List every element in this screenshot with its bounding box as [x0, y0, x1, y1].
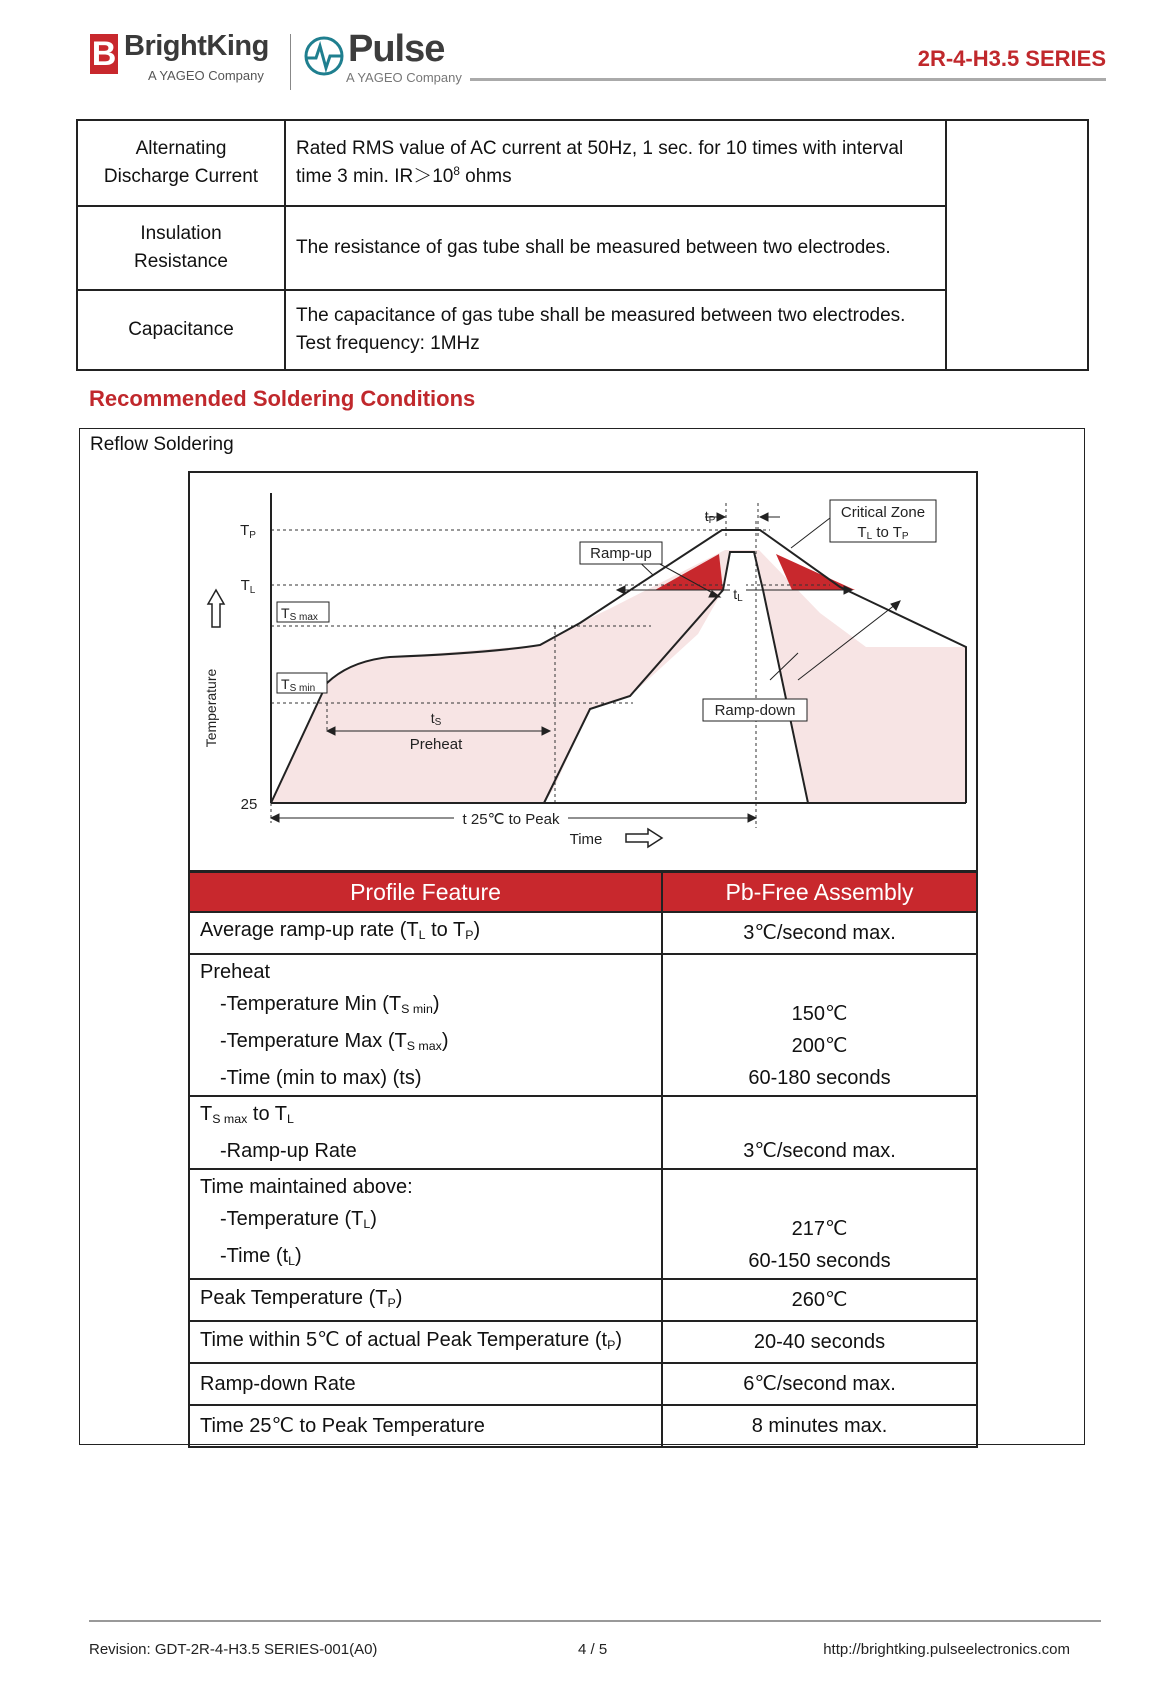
- footer-rule: [89, 1620, 1101, 1622]
- header-profile-feature: Profile Feature: [189, 872, 662, 912]
- table-row: [189, 1096, 977, 1169]
- reflow-profile-svg: [190, 473, 976, 870]
- section-title: Recommended Soldering Conditions: [89, 386, 476, 411]
- table-row: [77, 290, 1088, 370]
- footer-page-number: 4 / 5: [578, 1641, 608, 1658]
- brightking-subtitle: A YAGEO Company: [148, 68, 264, 83]
- value-cell: 3℃/second max.: [662, 912, 977, 954]
- ts-label: tS: [430, 710, 442, 728]
- footer-url[interactable]: http://brightking.pulseelectronics.com: [823, 1641, 1070, 1658]
- x-axis-label: Time: [569, 831, 603, 848]
- table-cell-item: Capacitance: [77, 290, 285, 370]
- value-cell: 3℃/second max.: [662, 1096, 977, 1169]
- temperature-arrow-icon: [208, 590, 224, 627]
- feature-cell: Time within 5℃ of actual Peak Temperature $(t_P)$: [189, 1321, 662, 1363]
- table-row: [189, 1279, 977, 1321]
- tl-tick-label: $T_L$: [240, 577, 256, 596]
- value-cell: 150℃ 200℃ 60-180 seconds: [662, 954, 977, 1096]
- ts-max-label: TS max: [281, 605, 318, 623]
- profile-feature-table: [188, 871, 978, 1448]
- value-cell: 8 minutes max.: [662, 1405, 977, 1447]
- base-tick-label: 25: [240, 796, 258, 813]
- feature-cell: Preheat -Temperature Min $(T_{S min})$ -Temperature Max $(T_{S max})$ -Time (min to max) (ts): [189, 954, 662, 1096]
- table-cell-description: The resistance of gas tube shall be measured between two electrodes.: [285, 206, 946, 290]
- critical-zone-range-label: TL to TP: [857, 524, 909, 542]
- feature-cell: Time 25℃ to Peak Temperature: [189, 1405, 662, 1447]
- table-row: [77, 206, 1088, 290]
- reflow-soldering-label: Reflow Soldering: [90, 434, 234, 455]
- header-separator: [290, 34, 291, 90]
- table-header-row: [189, 872, 977, 912]
- time-arrow-icon: [626, 829, 662, 847]
- feature-cell: Time maintained above: -Temperature $(T_L)$ -Time $(t_L)$: [189, 1169, 662, 1279]
- table-row: [189, 1405, 977, 1447]
- value-cell: 217℃ 60-150 seconds: [662, 1169, 977, 1279]
- brightking-mark-icon: B: [91, 35, 117, 73]
- table-cell-description: Rated RMS value of AC current at 50Hz, 1 sec. for 10 times with interval time 3 min. $IR>10^8$ ohms: [285, 120, 946, 206]
- feature-cell: Ramp-down Rate: [189, 1363, 662, 1405]
- tp-tick-label: $T_P$: [240, 522, 256, 541]
- table-row: [189, 1363, 977, 1405]
- y-axis-label: Temperature: [203, 668, 219, 748]
- pulse-name: Pulse: [348, 28, 445, 70]
- pulse-subtitle: A YAGEO Company: [346, 70, 462, 85]
- series-title: 2R-4-H3.5 SERIES: [917, 46, 1106, 71]
- critical-zone-label: Critical Zone: [840, 504, 926, 521]
- ramp-up-label: Ramp-up: [590, 545, 652, 562]
- tp-small-label: tP: [704, 508, 716, 526]
- pulse-logo: [302, 28, 462, 85]
- table-row: [77, 120, 1088, 206]
- feature-cell: Average ramp-up rate ($T_L$ to $T_P$): [189, 912, 662, 954]
- value-cell: 20-40 seconds: [662, 1321, 977, 1363]
- reflow-profile-diagram: [188, 471, 978, 872]
- table-row: [189, 912, 977, 954]
- table-cell-item: Insulation Resistance: [77, 206, 285, 290]
- ramp-down-label: Ramp-down: [714, 702, 796, 719]
- header-pb-free-assembly: Pb-Free Assembly: [662, 872, 977, 912]
- table-row: [189, 1321, 977, 1363]
- critical-zone-left: [655, 554, 723, 590]
- t25-to-peak-label: t 25℃ to Peak: [462, 811, 560, 828]
- table-cell-description: The capacitance of gas tube shall be measured between two electrodes. Test frequency: 1MHz: [285, 290, 946, 370]
- brightking-name: BrightKing: [124, 30, 269, 62]
- value-cell: 6℃/second max.: [662, 1363, 977, 1405]
- feature-cell: Peak Temperature $(T_P)$: [189, 1279, 662, 1321]
- table-row: [189, 954, 977, 1096]
- pulse-mark-icon: [302, 34, 346, 78]
- header-rule: [470, 78, 1106, 81]
- feature-cell: $T_{S max}$ to $T_L$ -Ramp-up Rate: [189, 1096, 662, 1169]
- ts-min-label: TS min: [281, 676, 316, 694]
- footer-revision: Revision: GDT-2R-4-H3.5 SERIES-001(A0): [89, 1641, 378, 1658]
- brightking-logo: [90, 30, 269, 83]
- test-conditions-table: [76, 119, 1089, 371]
- preheat-label: Preheat: [409, 736, 463, 753]
- table-cell-item: Alternating Discharge Current: [77, 120, 285, 206]
- tl-small-label: tL: [733, 586, 743, 604]
- table-row: [189, 1169, 977, 1279]
- value-cell: 260℃: [662, 1279, 977, 1321]
- table-cell-empty: [946, 120, 1088, 370]
